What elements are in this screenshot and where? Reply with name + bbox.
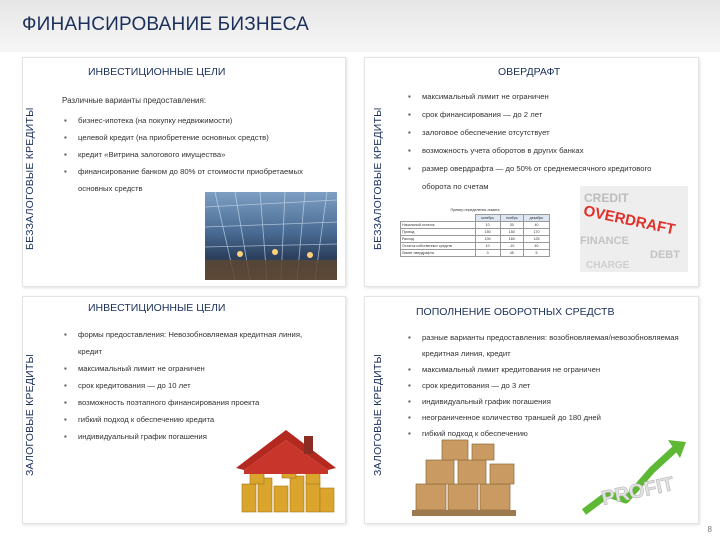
overdraft-word-cloud-picture bbox=[580, 186, 688, 272]
page-title: ФИНАНСИРОВАНИЕ БИЗНЕСА bbox=[22, 14, 310, 35]
list-item: ▪ максимальный лимит не ограничен bbox=[62, 360, 332, 377]
list-item: ▪ гибкий подход к обеспечению bbox=[406, 426, 688, 442]
panel-title-investment-secured: ИНВЕСТИЦИОННЫЕ ЦЕЛИ bbox=[88, 302, 226, 314]
table-cell: 150 bbox=[500, 229, 523, 236]
table-row bbox=[401, 236, 550, 243]
table-cell: 150 bbox=[475, 229, 500, 236]
side-label-unsecured-right: БЕЗЗАЛОГОВЫЕ КРЕДИТЫ bbox=[372, 107, 384, 250]
overdraft-limit-table bbox=[400, 208, 550, 257]
list-item: ▪ разные варианты предоставления: возобновляемая/невозобновляемая кредитная линия, кредит bbox=[406, 330, 682, 362]
table-row bbox=[401, 250, 550, 257]
building-glass-icon bbox=[205, 192, 337, 280]
mini-table-grid bbox=[400, 214, 550, 257]
list-item: ▪ срок кредитования — до 3 лет bbox=[406, 378, 688, 394]
table-cell: 100 bbox=[475, 236, 500, 243]
table-cell: 170 bbox=[523, 229, 549, 236]
table-row bbox=[401, 215, 550, 222]
panel-title-working-capital: ПОПОЛНЕНИЕ ОБОРОТНЫХ СРЕДСТВ bbox=[416, 306, 615, 318]
list-item: ▪ возможность учета оборотов в других банках bbox=[406, 142, 686, 160]
table-row bbox=[401, 222, 550, 229]
list-item: ▪ срок финансирования — до 2 лет bbox=[406, 106, 686, 124]
list-item: ▪ финансирование банком до 80% от стоимости приобретаемых основных средств bbox=[62, 163, 308, 197]
list-item: ▪ индивидуальный график погашения bbox=[406, 394, 688, 410]
page-number: 8 bbox=[707, 525, 712, 534]
list-item: ▪ гибкий подход к обеспечению кредита bbox=[62, 411, 332, 428]
side-label-secured-right: ЗАЛОГОВЫЕ КРЕДИТЫ bbox=[372, 353, 384, 476]
list-item: ▪ максимальный лимит кредитования не ограничен bbox=[406, 362, 688, 378]
table-cell: 0 bbox=[475, 250, 500, 257]
list-item: ▪ максимальный лимит не ограничен bbox=[406, 88, 686, 106]
list-investment-unsecured bbox=[62, 112, 342, 197]
table-cell bbox=[401, 215, 476, 222]
house-coins-icon bbox=[232, 424, 340, 516]
table-cell: Лимит овердрафта bbox=[401, 250, 476, 257]
table-cell: 40 bbox=[523, 243, 549, 250]
list-item: ▪ бизнес-ипотека (на покупку недвижимости) bbox=[62, 112, 342, 129]
word-cloud-icon bbox=[580, 186, 688, 272]
office-building-photo bbox=[205, 192, 337, 280]
list-item: ▪ индивидуальный график погашения bbox=[62, 428, 332, 445]
profit-arrow-icon bbox=[580, 436, 690, 518]
list-item: ▪ целевой кредит (на приобретение основных средств) bbox=[62, 129, 342, 146]
table-cell: 10 bbox=[475, 243, 500, 250]
side-label-unsecured-left: БЕЗЗАЛОГОВЫЕ КРЕДИТЫ bbox=[24, 107, 36, 250]
table-cell: ноябрь bbox=[500, 215, 523, 222]
table-cell: Расход bbox=[401, 236, 476, 243]
word: CREDIT bbox=[584, 191, 629, 205]
table-cell: 160 bbox=[500, 236, 523, 243]
list-item: ▪ неограниченное количество траншей до 180 дней bbox=[406, 410, 688, 426]
boxes-icon bbox=[412, 438, 524, 518]
table-cell: 45 bbox=[500, 250, 523, 257]
word: CHARGE bbox=[586, 260, 630, 271]
side-label-secured-left: ЗАЛОГОВЫЕ КРЕДИТЫ bbox=[24, 353, 36, 476]
list-working-capital bbox=[406, 330, 688, 442]
table-cell: Начальный остаток bbox=[401, 222, 476, 229]
list-item: ▪ формы предоставления: Невозобновляемая кредитная линия, кредит bbox=[62, 326, 328, 360]
profit-word: PROFIT bbox=[599, 473, 677, 510]
table-cell: октябрь bbox=[475, 215, 500, 222]
table-cell: Остаток собственных средств bbox=[401, 243, 476, 250]
table-cell: 5 bbox=[523, 250, 549, 257]
panel-title-overdraft: ОВЕРДРАФТ bbox=[498, 66, 561, 78]
list-item: ▪ залоговое обеспечение отсутствует bbox=[406, 124, 686, 142]
house-on-coins-picture bbox=[232, 424, 340, 516]
table-cell: Приход bbox=[401, 229, 476, 236]
list-item: ▪ размер овердрафта — до 50% от среднемесячного кредитового оборота по счетам bbox=[406, 160, 672, 196]
profit-arrow-picture bbox=[580, 436, 690, 518]
table-row bbox=[401, 243, 550, 250]
panel-intro: Различные варианты предоставления: bbox=[62, 96, 207, 105]
table-cell: 40 bbox=[523, 222, 549, 229]
table-cell: -10 bbox=[500, 243, 523, 250]
table-cell: 30 bbox=[500, 222, 523, 229]
panel-title-investment-unsecured: ИНВЕСТИЦИОННЫЕ ЦЕЛИ bbox=[88, 66, 226, 78]
list-item: ▪ возможность поэтапного финансирования проекта bbox=[62, 394, 332, 411]
word: FINANCE bbox=[580, 235, 629, 247]
table-cell: 10 bbox=[475, 222, 500, 229]
word: DEBT bbox=[650, 249, 680, 261]
list-item: ▪ кредит «Витрина залогового имущества» bbox=[62, 146, 342, 163]
table-row bbox=[401, 229, 550, 236]
list-item: ▪ срок кредитования — до 10 лет bbox=[62, 377, 332, 394]
table-cell: 125 bbox=[523, 236, 549, 243]
table-cell: декабрь bbox=[523, 215, 549, 222]
cardboard-boxes-picture bbox=[412, 438, 524, 518]
mini-table-title: Пример определения лимита bbox=[450, 208, 500, 212]
list-overdraft bbox=[406, 88, 686, 196]
word: OVERDRAFT bbox=[581, 202, 677, 239]
